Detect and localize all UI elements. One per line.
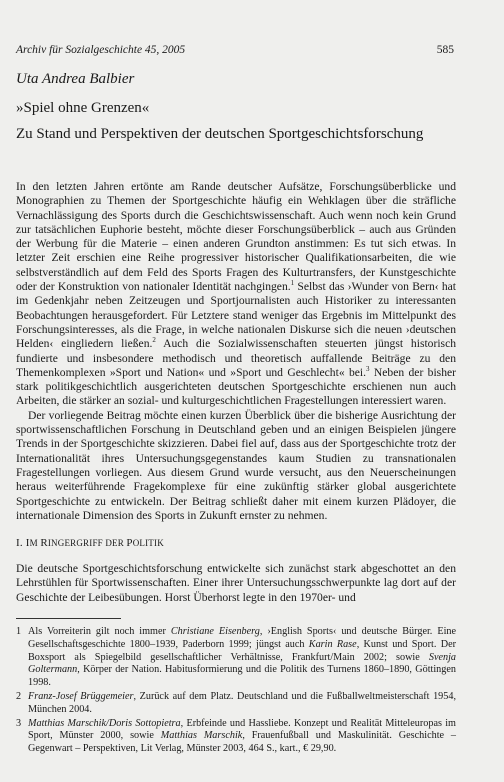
footnote-text-part: , Kunst und Sport. Der Boxsport als Spiegelbild gesellschaftlicher Verhältnisse, Frankfurt/Main 2002; sowie [28, 638, 456, 663]
running-head [16, 44, 454, 56]
section-heading-sc-1: M [29, 538, 41, 548]
footnote-ref-2[interactable]: 2 [152, 336, 156, 345]
footnote-text [28, 626, 456, 690]
footnote-text-part: , Frauenfußball und Maskulinität. Geschichte – Gegenwart – Perspektiven, Lit Verlag, Münster 2003, 464 S., kart., € 29,90. [28, 730, 457, 755]
page-number: 585 [436, 44, 454, 56]
footnote-author: Matthias Marschik [160, 730, 243, 742]
section-heading [16, 537, 164, 549]
section-body [16, 562, 456, 605]
footnote-text-part: , ›English Sports‹ und deutsche Bürger. Eine Gesellschaftsgeschichte 1800–1939, Paderborn 1999; jüngst auch [28, 626, 457, 650]
footnote-author: Svenja Goltermann [28, 651, 456, 676]
footnote-number: 3 [16, 717, 22, 729]
footnote-ref-3[interactable]: 3 [366, 365, 370, 373]
section-number: I. [16, 537, 23, 549]
footnote-rule [16, 618, 121, 619]
section-heading-sc-2: INGERGRIFF DER [47, 538, 127, 548]
footnote-text-part: , Zurück auf dem Platz. Deutschland und die Fußballweltmeisterschaft 1954, München 2004. [28, 690, 456, 715]
article-subtitle: Zu Stand und Perspektiven der deutschen Sportgeschichtsforschung [16, 126, 424, 142]
paragraph-1-text-a: In den letzten Jahren ertönte am Rande deutscher Aufsätze, Forschungsüberblicke und Monographien zu Themen der Sportgeschichte häufig ein Wehklagen über die sträfliche Vernachlässigung des Sports durch die Geschichtswissenschaft. Auch wenn noch kein Grund zur tatsächlichen Euphorie besteht, möchte dieser Forschungsüberblick – auch aus Gründen der Werbung für die Materie – einen anderen Grundton anstimmen: Es tut sich etwas. In letzter Zeit erschien eine Reihe progressiver historischer Qualifikationsarbeiten, die wie selbstverständlich auf dem Feld des Sports Fragen des Kulturtransfers, der Kunstgeschichte oder der Konstruktion von nationaler Identität nachgingen. [16, 180, 456, 294]
section-heading-cap-3: P [126, 537, 133, 549]
section-heading-cap-2: R [40, 537, 48, 549]
footnotes [16, 626, 456, 757]
paragraph-1-text-b: Selbst das ›Wunder von Bern‹ hat im Gedenkjahr neben Zeitzeugen und Sportjournalisten auch Historiker zu interessanten Beobachtungen herausgefordert. Für Letztere stand weniger das Ergebnis im Mittelpunkt des Forschungsinteresses, als die Frage, in welche nationalen Diskurse sich die neuen ›deutschen Helden‹ eingliedern ließen. [16, 280, 456, 351]
article-body [16, 180, 456, 523]
footnote-ref-1[interactable]: 1 [290, 279, 295, 288]
footnote-2 [16, 691, 456, 717]
footnote-author: Franz-Josef Brüggemeier [28, 690, 134, 702]
footnote-number: 2 [16, 690, 22, 702]
footnote-text [28, 691, 456, 717]
paragraph-1-text-c: Auch die Sozialwissenschaften steuerten jüngst historisch fundierte und insbesondere methodisch und theoretisch auffallende Beiträge zu den Themenkomplexen »Sport und Nation« und »Sport und Geschlecht« bei. [16, 337, 457, 379]
article-title: »Spiel ohne Grenzen« [16, 100, 150, 116]
paragraph-1-text-d: Neben der bisher stark politikgeschichtlich ausgerichteten deutschen Sportgeschichte erschienen nun auch Arbeiten, die stärker an sozial- und kulturgeschichtlichen Fragestellungen interessiert waren. [16, 365, 456, 408]
footnote-3 [16, 718, 456, 756]
article-author: Uta Andrea Balbier [16, 71, 135, 87]
footnote-1 [16, 626, 456, 690]
journal-title: Archiv für Sozialgeschichte 45, 2005 [16, 44, 186, 56]
footnote-text-part: Als Vorreiterin gilt noch immer [28, 626, 171, 637]
footnote-author: Christiane Eisenberg [170, 626, 260, 637]
footnote-author: Karin Rase [308, 638, 357, 650]
footnote-author: Matthias Marschik/Doris Sottopietra [28, 717, 181, 729]
footnote-number: 1 [16, 626, 22, 637]
footnote-text-part: , Körper der Nation. Habitusformierung und die Politik des Turnens 1860–1890, Göttingen 1998. [28, 664, 456, 689]
section-heading-cap-1: I [25, 537, 30, 549]
section-heading-sc-3: OLITIK [132, 538, 164, 548]
footnote-text-part: , Erbfeinde und Hassliebe. Konzept und Realität Mitteleuropas im Sport, Münster 2000, sowie [28, 717, 456, 742]
footnote-text [28, 718, 456, 756]
paragraph-1 [16, 180, 456, 409]
section-paragraph: Die deutsche Sportgeschichtsforschung entwickelte sich zunächst stark abgeschottet an den Lehrstühlen für Sportwissenschaften. Einer ihrer Untersuchungsschwerpunkte lag dort auf der Geschichte der Leibesübungen. Horst Überhorst legte in den 1970er- und [16, 562, 456, 604]
paragraph-2: Der vorliegende Beitrag möchte einen kurzen Überblick über die bisherige Ausrichtung der sportwissenschaftlichen Forschung in Deutschland geben und an einigen Beispielen jüngere Trends in der Sportgeschichte skizzieren. Dabei fiel auf, dass aus der Sportgeschichte trotz der Internationalität ihres Untersuchungsgegenstandes kaum Studien zu transnationalen Fragestellungen vorliegen. Aus diesem Grund wurde versucht, aus den Neuerscheinungen heraus weiterführende Fragekomplexe für eine zukünftig stärker global ausgerichtete Sportgeschichte zu entwickeln. Der Beitrag schließt daher mit einem kurzen Plädoyer, die internationale Dimension des Sports in Zukunft ernster zu nehmen. [16, 408, 456, 522]
